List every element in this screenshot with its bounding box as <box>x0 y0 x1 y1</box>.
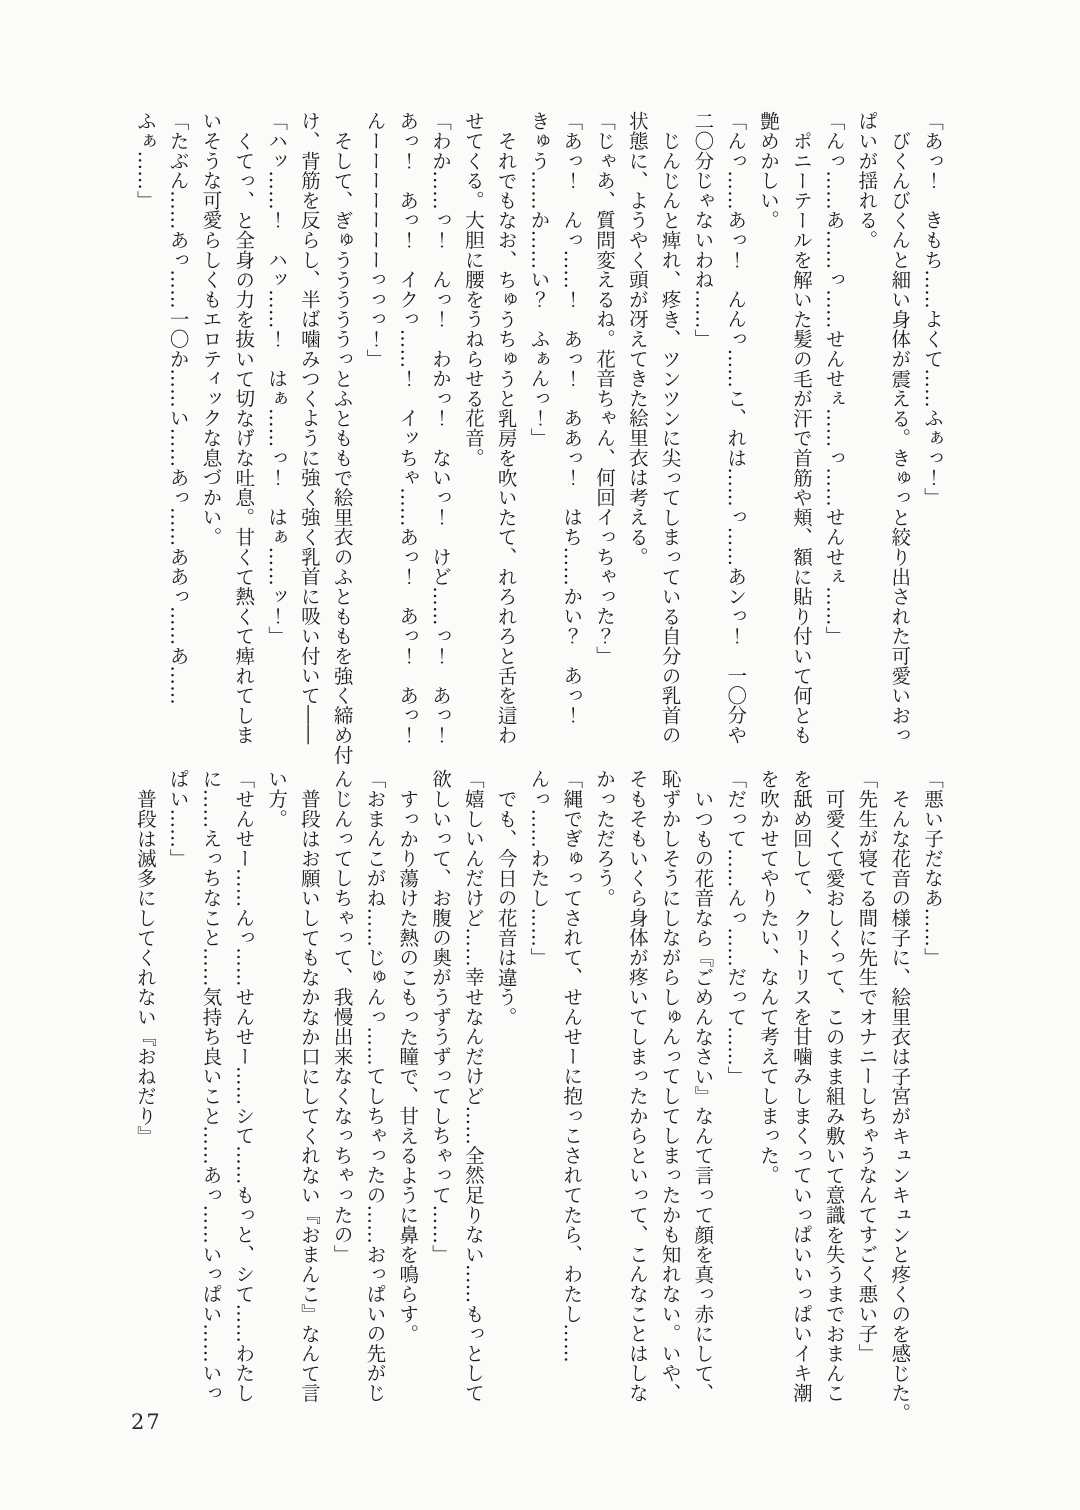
text-line: 「ハッ……！ ハッ……！ はぁ……っ！ はぁ……ッ！」 <box>265 111 289 646</box>
text-line: そして、ぎゅうううううっとふとももで絵里衣のふとももを強く締め付 <box>330 130 354 765</box>
text-line: 普段は滅多にしてくれない『おねだり』 <box>133 788 157 1145</box>
text-line: それでもなお、ちゅうちゅうと乳房を吹いたて、れろれろと舌を這わ <box>494 130 518 745</box>
text-line: すっかり蕩けた熱のこもった瞳で、甘えるように鼻を鳴らす。 <box>396 788 420 1343</box>
page-number: 27 <box>131 1410 162 1434</box>
text-line: くてっ、と全身の力を抜いて切なげな吐息。甘くて熱くて痺れてしま <box>232 130 256 745</box>
top-text-block <box>128 111 948 767</box>
text-line: 欲しいって、お腹の奥がうずうずってしちゃって……」 <box>429 769 453 1264</box>
text-line: いつもの花音なら『ごめんなさい』なんて言って顔を真っ赤にして、 <box>691 788 715 1403</box>
text-line: 「あっ！ きもち……よくて……ふぁっ！」 <box>921 111 944 507</box>
text-line: 「んっ……あっ！ んんっ……こ、れは……っ……あンっ！ 一〇分や <box>724 111 748 745</box>
text-line: いそうな可愛らしくもエロティックな息づかい。 <box>199 111 223 547</box>
text-line: そもそもいくら身体が疼いてしまったからといって、こんなことはしな <box>625 769 649 1403</box>
text-line: んじんってしちゃって、我慢出来なくなっちゃったの」 <box>330 769 354 1264</box>
text-line: 状態に、ようやく頭が冴えてきた絵里衣は考える。 <box>625 111 649 567</box>
text-line: を吹かせてやりたい、なんて考えてしまった。 <box>757 769 781 1185</box>
text-line: ぱい……」 <box>166 769 190 868</box>
text-line: に……えっちなこと……気持ち良いこと……あっ……いっぱい……いっ <box>199 769 223 1403</box>
text-line: んっ……わたし……」 <box>527 769 551 967</box>
text-line: あっ！ あっ！ イクっ……！ イッちゃ……あっ！ あっ！ あっ！ <box>396 111 420 745</box>
text-line: そんな花音の様子に、絵里衣は子宮がキュンキュンと疼くのを感じた。 <box>888 788 912 1423</box>
text-line: け、背筋を反らし、半ば噛みつくように強く強く乳首に吸い付いて―― <box>297 111 321 745</box>
text-line: 「縄でぎゅってされて、せんせーに抱っこされてたら、わたし…… <box>560 769 584 1363</box>
text-line: を舐め回して、クリトリスを甘噛みしまくっていっぱいいっぱいイキ潮 <box>789 769 813 1403</box>
text-line: ポニーテールを解いた髪の毛が汗で首筋や頬、額に貼り付いて何とも <box>789 130 813 745</box>
text-line: 「あっ！ んっ……！ あっ！ ああっ！ はち……かい？ あっ！ <box>560 111 584 725</box>
text-line: 可愛くて愛おしくって、このまま組み敷いて意識を失うまでおまんこ <box>822 788 846 1403</box>
text-line: 「わか……っ！ んっ！ わかっ！ ないっ！ けど……っ！ あっ！ <box>429 111 453 745</box>
text-line: 「だって……んっ……だって……」 <box>724 769 748 1086</box>
text-line: 恥ずかしそうにしながらしゅんってしてしまったかも知れない。いや、 <box>658 769 682 1403</box>
text-line: 「たぶん……あっ……一〇か……い……あっ……ああっ……あ…… <box>166 111 190 705</box>
text-line: 「先生が寝てる間に先生でオナニーしちゃうなんてすごく悪い子」 <box>855 769 879 1363</box>
text-line: 「嬉しいんだけど……幸せなんだけど……全然足りない……もっとして <box>461 769 485 1403</box>
text-line: せてくる。大胆に腰をうねらせる花音。 <box>461 111 485 468</box>
text-line: 「せんせー……んっ……せんせー……シて……もっと、シて……わたし <box>232 769 256 1403</box>
text-line: 普段はお願いしてもなかなか口にしてくれない『おまんこ』なんて言 <box>297 788 321 1403</box>
text-line: んーーーーーーーっっっ！」 <box>363 111 387 369</box>
text-line: きゅう……か……い？ ふぁんっ！」 <box>527 111 551 448</box>
text-line: 二〇分じゃないわね……」 <box>691 111 715 349</box>
text-line: 「悪い子だなあ……」 <box>921 769 944 967</box>
text-line: ぱいが揺れる。 <box>855 111 879 250</box>
text-line: ふぁ……」 <box>133 111 157 210</box>
text-line: い方。 <box>265 769 289 829</box>
text-line: じんじんと痺れ、疼き、ツンツンに尖ってしまっている自分の乳首の <box>658 130 682 745</box>
text-line: 「んっ……あ……っ……せんせぇ……っ……せんせぇ……」 <box>822 111 846 646</box>
bottom-text-block <box>128 769 948 1425</box>
text-line: でも、今日の花音は違う。 <box>494 788 518 1027</box>
text-line: 「おまんこがね……じゅんっ……てしちゃったの……おっぱいの先がじ <box>363 769 387 1403</box>
text-line: 「じゃあ、質問変えるね。花音ちゃん、何回イっちゃった？」 <box>593 111 617 666</box>
text-line: びくんびくんと細い身体が震える。きゅっと絞り出された可愛いおっ <box>888 130 912 745</box>
text-line: 艶めかしい。 <box>757 111 781 230</box>
text-line: かっただろう。 <box>593 769 617 908</box>
